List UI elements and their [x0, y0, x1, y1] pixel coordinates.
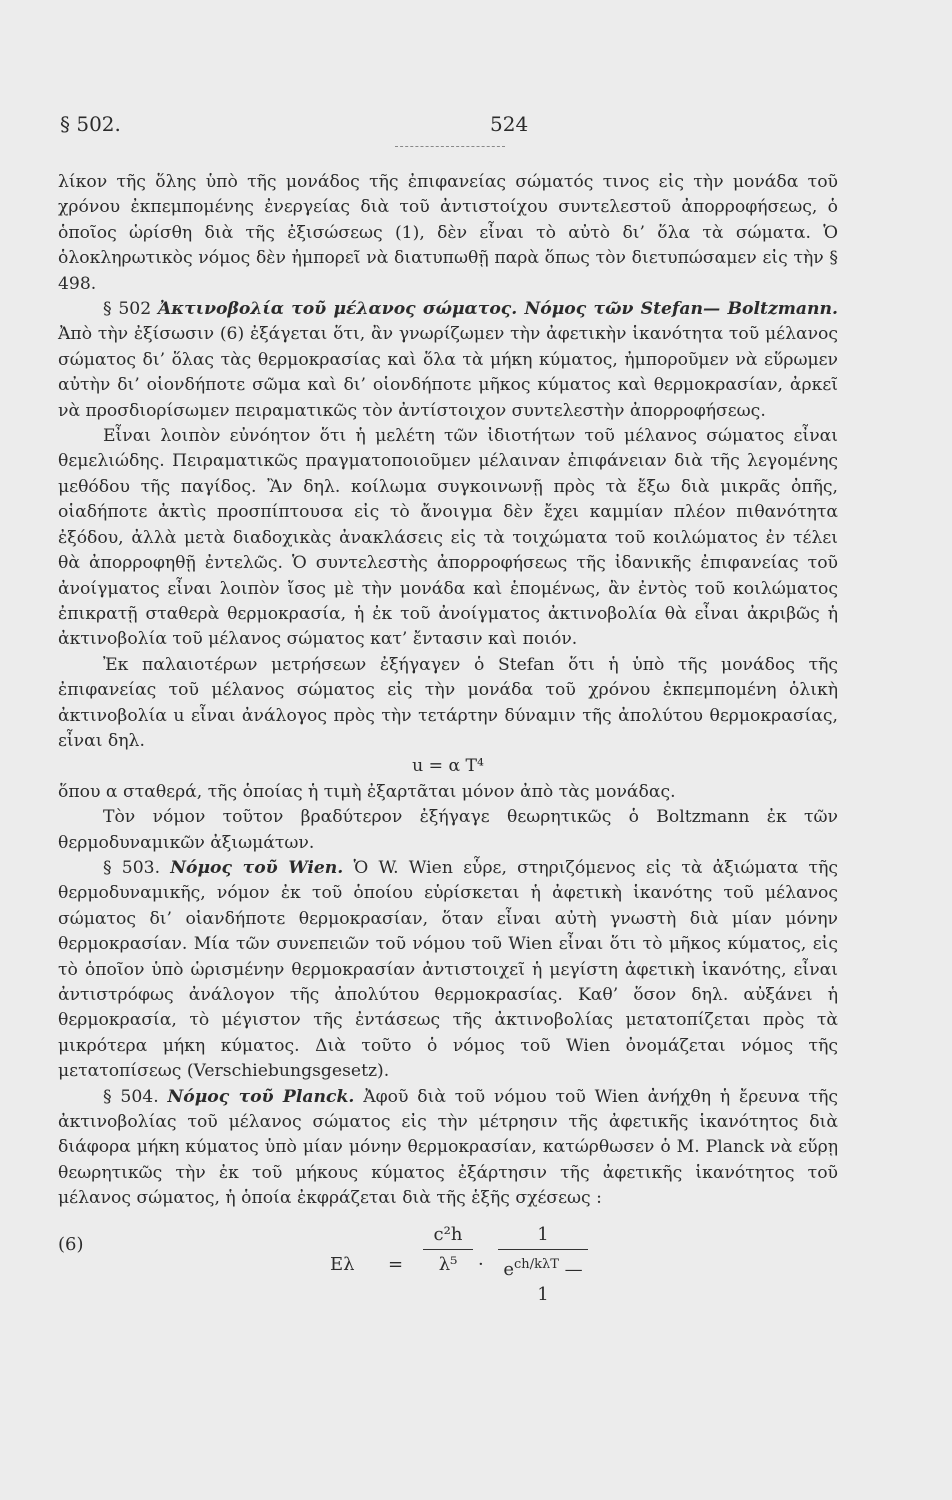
fraction-1-numerator: c²h: [433, 1223, 463, 1245]
page-header: [60, 112, 890, 142]
exp-base: e: [503, 1259, 515, 1281]
fraction-line: [498, 1249, 588, 1250]
paragraph-continued: λίκον τῆς ὅλης ὑπὸ τῆς μονάδος τῆς ἐπιφανείας σώματός τινος εἰς τὴν μονάδα τοῦ χρόνου ἐκπεμπομένης ἐνεργείας διὰ τοῦ ἀντιστοίχου συντελεστοῦ ἀπορροφήσεως, ὁ ὁποῖος ὡρίσθη διὰ τῆς ἐξισώσεως (1), δὲν εἶναι τὸ αὐτὸ δι’ ὅλα τὰ σώματα. Ὁ ὁλοκληρωτικὸς νόμος δὲν ἠμπορεῖ νὰ διατυπωθῇ παρὰ ὅπως τὸν διετυπώσαμεν εἰς τὴν § 498.: [58, 172, 838, 294]
section-number: § 503.: [103, 857, 161, 878]
section-title: Ἀκτινοβολία τοῦ μέλανος σώματος. Νόμος τῶν Stefan— Boltzmann.: [157, 299, 838, 320]
body-text: [58, 170, 838, 1306]
equation-number: (6): [58, 1233, 84, 1255]
fraction-1: [423, 1222, 473, 1278]
paragraph: Εἶναι λοιπὸν εὐνόητον ὅτι ἡ μελέτη τῶν ἰδιοτήτων τοῦ μέλανος σώματος εἶναι θεμελιώδης. Πειραματικῶς πραγματοποιοῦμεν μέλαιναν ἐπιφάνειαν διὰ τῆς λεγομένης μεθόδου τῆς παγίδος. Ἂν δηλ. κοίλωμα συγκοινωνῇ πρὸς τὰ ἔξω διὰ μικρᾶς ὀπῆς, οἱαδήποτε ἀκτὶς προσπίπτουσα εἰς τὸ ἄνοιγμα δὲν ἔχει καμμίαν πλέον πιθανότητα ἐξόδου, ἀλλὰ μετὰ διαδοχικὰς ἀνακλάσεις εἰς τὰ τοιχώματα τοῦ κοιλώματος ἐν τέλει θὰ ἀπορροφηθῇ ἐντελῶς. Ὁ συντελεστὴς ἀπορροφήσεως τῆς ἰδανικῆς ἐπιφανείας τοῦ ἀνοίγματος εἶναι λοιπὸν ἴσος μὲ τὴν μονάδα καὶ ἑπομένως, ἂν ἐντὸς τοῦ κοιλώματος ἐπικρατῇ σταθερὰ θερμοκρασία, ἡ ἐκ τοῦ ἀνοίγματος ἀκτινοβολία θὰ εἶναι ἀκριβῶς ἡ ἀκτινοβολία τοῦ μέλανος σώματος κατ’ ἔντασιν καὶ ποιόν.: [58, 426, 838, 650]
header-rule: [395, 146, 505, 147]
fraction-2: [498, 1222, 588, 1308]
planck-formula: [58, 1222, 838, 1306]
fraction-2-numerator: 1: [537, 1223, 549, 1245]
fraction-1-denominator: λ⁵: [438, 1254, 458, 1276]
section-text: Ἀφοῦ διὰ τοῦ νόμου τοῦ Wien ἀνήχθη ἡ ἔρευνα τῆς ἀκτινοβολίας τοῦ μέλανος σώματος εἰς τὴν μέτρησιν τῆς ἀφετικῆς ἱκανότητος διὰ διάφορα μήκη κύματος ὑπὸ μίαν μόνην θερμοκρασίαν, κατώρθωσεν ὁ M. Planck νὰ εὕρῃ θεωρητικῶς τὴν ἐκ τοῦ μήκους κύματος ἐξάρτησιν τῆς ἀφετικῆς ἱκανότητος τοῦ μέλανος σώματος, ἡ ὁποία ἐκφράζεται διὰ τῆς ἑξῆς σχέσεως :: [58, 1086, 838, 1209]
paragraph: Ἐκ παλαιοτέρων μετρήσεων ἐξήγαγεν ὁ Stefan ὅτι ἡ ὑπὸ τῆς μονάδος τῆς ἐπιφανείας τοῦ μέλανος σώματος εἰς τὴν μονάδα τοῦ χρόνου ἐκπεμπομένη ὁλικὴ ἀκτινοβολία u εἶναι ἀνάλογος πρὸς τὴν τετάρτην δύναμιν τῆς ἀπολύτου θερμοκρασίας, εἶναι δηλ.: [58, 654, 838, 751]
section-number: § 504.: [103, 1086, 159, 1107]
exponent: ch/kλT: [514, 1257, 559, 1273]
paragraph: Τὸν νόμον τοῦτον βραδύτερον ἐξήγαγε θεωρητικῶς ὁ Boltzmann ἐκ τῶν θερμοδυναμικῶν ἀξιωμάτων.: [58, 807, 838, 853]
formula-lhs: Eλ: [330, 1253, 355, 1275]
formula-dot: ·: [478, 1253, 484, 1275]
equation-stefan: u = α T⁴: [412, 756, 484, 777]
section-title: Νόμος τοῦ Planck.: [167, 1086, 355, 1107]
minus-one: —1: [537, 1259, 583, 1306]
page-number: 524: [490, 112, 529, 136]
section-502: [58, 297, 838, 424]
fraction-2-denominator: [498, 1252, 588, 1308]
exp-num: ch: [514, 1257, 530, 1273]
exp-den: kλT: [534, 1257, 559, 1273]
formula-equals: =: [388, 1253, 404, 1275]
fraction-line: [423, 1249, 473, 1250]
section-text: Ὁ W. Wien εὗρε, στηριζόμενος εἰς τὰ ἀξιώματα τῆς θερμοδυναμικῆς, νόμον ἐκ τοῦ ὁποίου εὑρίσκεται ἡ ἀφετικὴ ἱκανότης τοῦ μέλανος σώματος δι’ οἱανδήποτε θερμοκρασίαν, ὅταν εἶναι αὐτὴ γνωστὴ διὰ μίαν μόνην θερμοκρασίαν. Μία τῶν συνεπειῶν τοῦ νόμου τοῦ Wien εἶναι ὅτι τὸ μῆκος κύματος, εἰς τὸ ὁποῖον ὑπὸ ὡρισμένην θερμοκρασίαν ἀντιστοιχεῖ ἡ μεγίστη ἀφετικὴ ἱκανότης, εἶναι ἀντιστρόφως ἀνάλογον τῆς ἀπολύτου θερμοκρασίας. Καθ’ ὅσον δηλ. αὐξάνει ἡ θερμοκρασία, τὸ μέγιστον τῆς ἐντάσεως τῆς ἀκτινοβολίας μετατοπίζεται πρὸς τὰ μικρότερα μήκη κύματος. Διὰ τοῦτο ὁ νόμος τοῦ Wien ὀνομάζεται νόμος τῆς μετατοπίσεως (Verschiebungsgesetz).: [58, 857, 838, 1082]
paragraph: ὅπου α σταθερά, τῆς ὁποίας ἡ τιμὴ ἐξαρτᾶται μόνον ἀπὸ τὰς μονάδας.: [58, 781, 676, 802]
section-title: Νόμος τοῦ Wien.: [170, 857, 344, 878]
section-text: Ἀπὸ τὴν ἐξίσωσιν (6) ἐξάγεται ὅτι, ἂν γνωρίζωμεν τὴν ἀφετικὴν ἱκανότητα τοῦ μέλανος σώματος δι’ ὅλας τὰς θερμοκρασίας καὶ ὅλα τὰ μήκη κύματος, ἠμποροῦμεν νὰ εὕρωμεν αὐτὴν δι’ οἱονδήποτε σῶμα καὶ δι’ οἱονδήποτε μῆκος κύματος καὶ θερμοκρασίαν, ἀρκεῖ νὰ προσδιορίσωμεν πειραματικῶς τὸν ἀντίστοιχον συντελεστὴν ἀπορροφήσεως.: [58, 324, 838, 421]
section-503: [58, 856, 838, 1085]
section-504: [58, 1085, 838, 1212]
section-number: § 502: [103, 299, 152, 320]
header-section: § 502.: [60, 112, 121, 136]
